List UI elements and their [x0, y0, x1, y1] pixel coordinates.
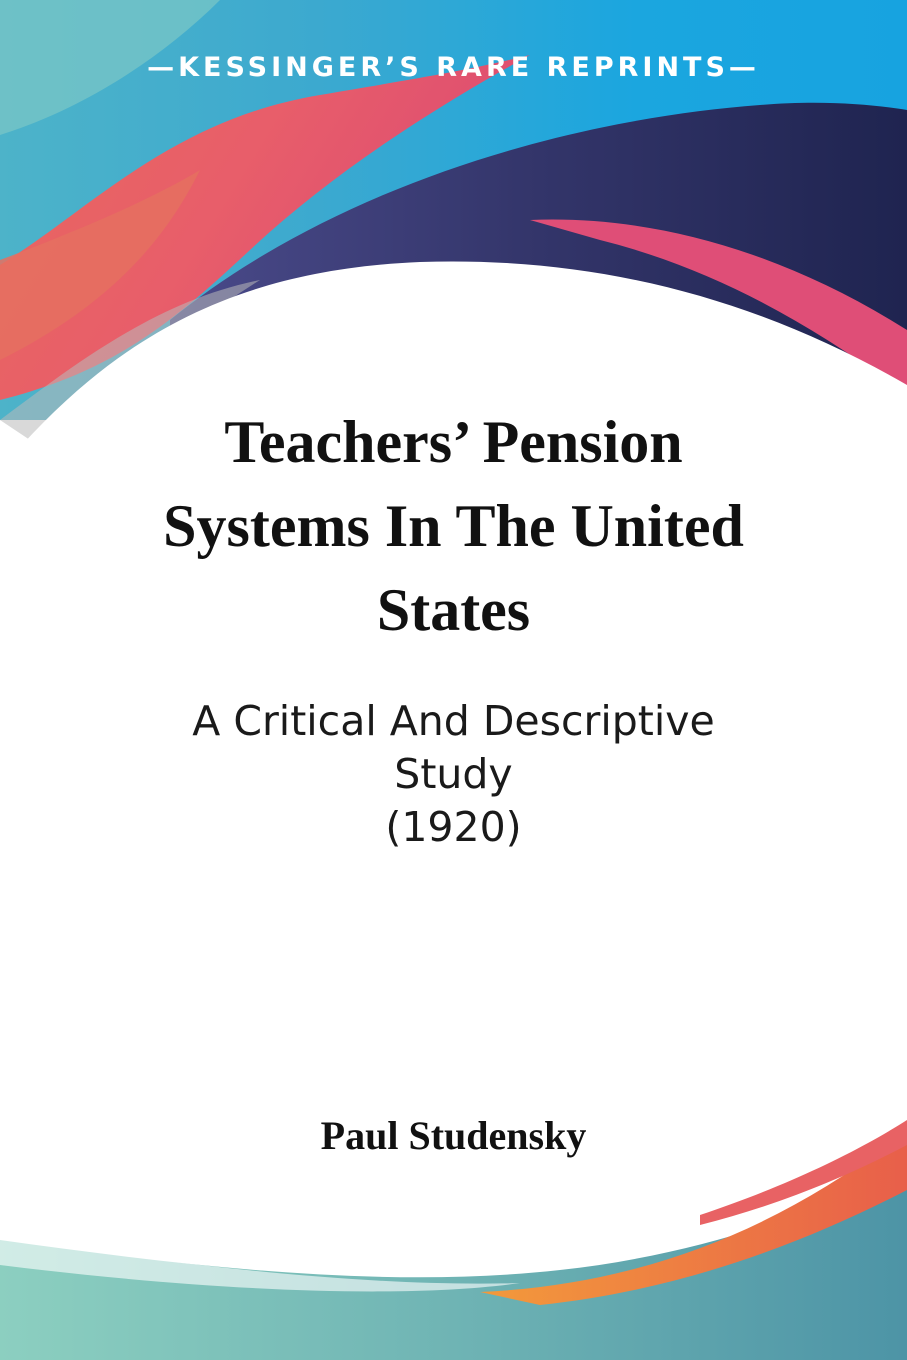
subtitle-line: Study: [394, 750, 513, 798]
book-subtitle: [80, 695, 827, 854]
publisher-banner: —KESSINGER’S RARE REPRINTS—: [147, 52, 760, 83]
book-title: [60, 400, 847, 652]
title-line: States: [376, 577, 531, 643]
title-line: Teachers’ Pension: [224, 409, 683, 475]
book-author: Paul Studensky: [320, 1113, 587, 1158]
title-line: Systems In The United: [163, 493, 744, 559]
subtitle-line: A Critical And Descriptive: [192, 697, 715, 745]
subtitle-line: (1920): [385, 803, 522, 851]
